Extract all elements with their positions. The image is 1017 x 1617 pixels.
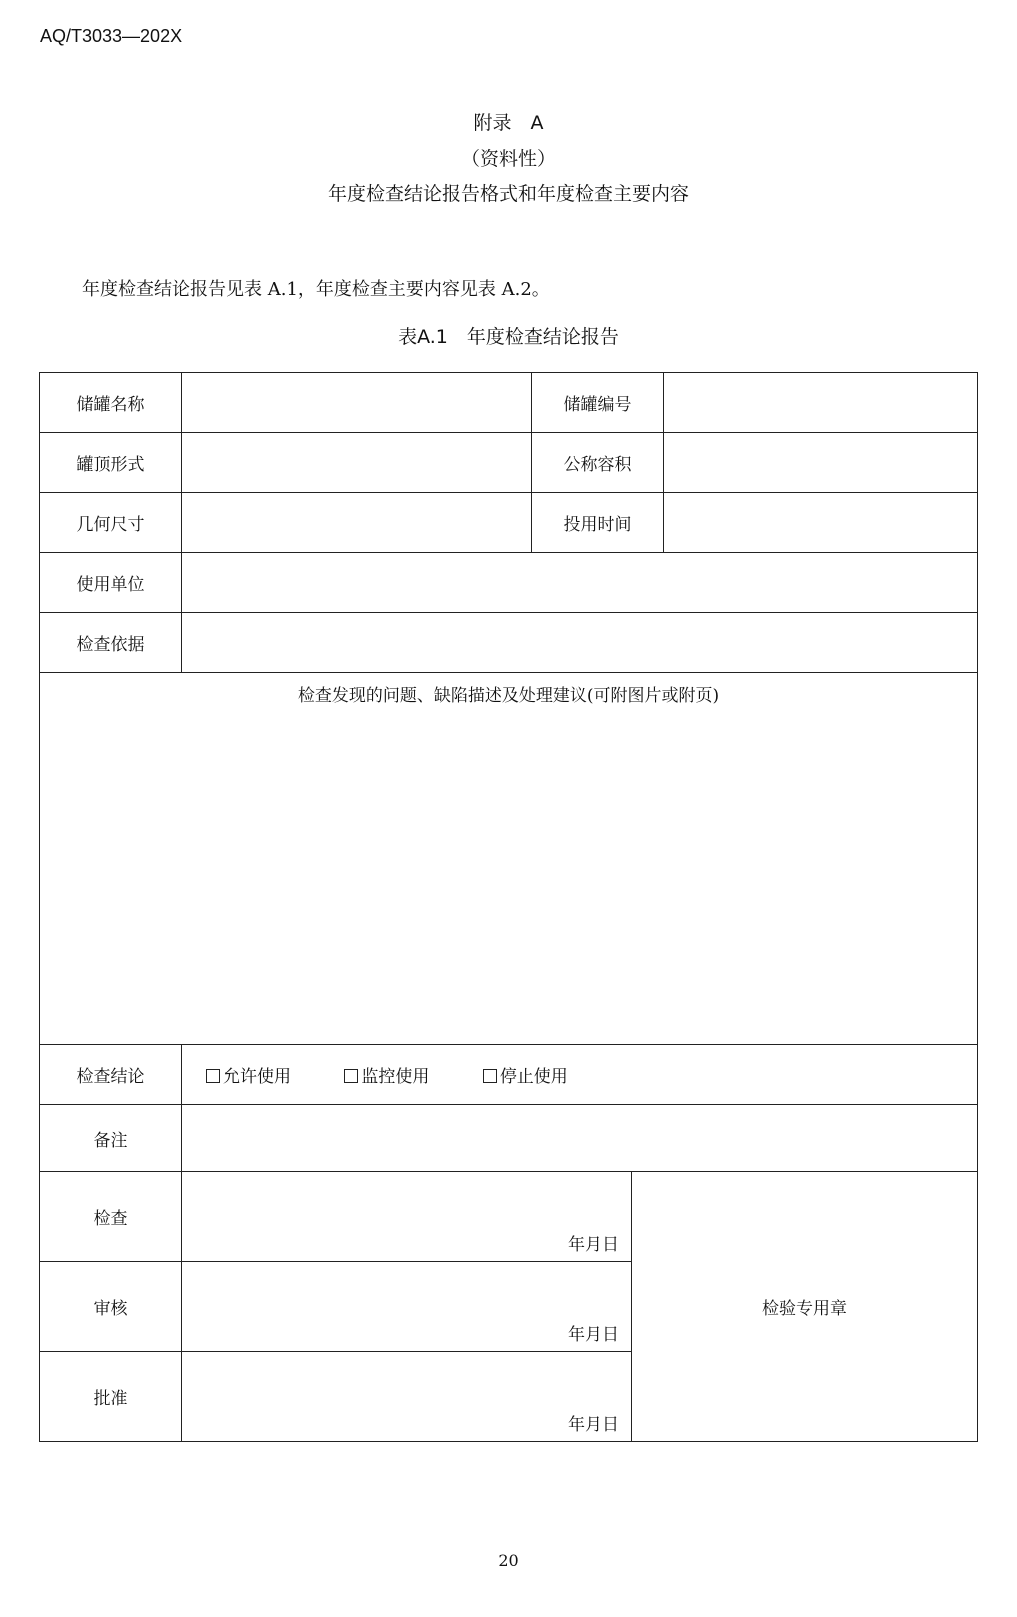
annex-nature: （资料性） xyxy=(460,148,556,170)
option-monitor-label: 监控使用 xyxy=(361,1067,430,1087)
checkbox-icon[interactable] xyxy=(483,1069,497,1083)
problems-header: 检查发现的问题、缺陷描述及处理建议(可附图片或附页) xyxy=(297,686,720,706)
review-label: 审核 xyxy=(40,1262,182,1352)
inspect-label: 检查 xyxy=(40,1172,182,1262)
conclusion-label: 检查结论 xyxy=(40,1045,182,1105)
commission-time-label: 投用时间 xyxy=(532,493,664,553)
nominal-capacity-label: 公称容积 xyxy=(532,433,664,493)
remarks-label: 备注 xyxy=(40,1105,182,1172)
table-row xyxy=(40,613,978,673)
tank-name-value[interactable] xyxy=(182,373,532,433)
geometry-label: 几何尺寸 xyxy=(40,493,182,553)
checkbox-icon[interactable] xyxy=(206,1069,220,1083)
table-row xyxy=(40,1172,978,1262)
seal-label: 检验专用章 xyxy=(762,1299,847,1319)
table-row xyxy=(40,433,978,493)
inspect-date: 年月日 xyxy=(568,1235,619,1255)
user-unit-label: 使用单位 xyxy=(40,553,182,613)
annex-title: 附录 A xyxy=(473,112,544,134)
option-stop[interactable] xyxy=(483,1062,568,1087)
tank-name-label: 储罐名称 xyxy=(40,373,182,433)
seal-cell xyxy=(632,1172,978,1442)
roof-type-value[interactable] xyxy=(182,433,532,493)
option-stop-label: 停止使用 xyxy=(499,1067,568,1087)
table-row xyxy=(40,553,978,613)
tank-no-value[interactable] xyxy=(664,373,978,433)
annex-subtitle: 年度检查结论报告格式和年度检查主要内容 xyxy=(327,183,689,205)
problems-cell[interactable] xyxy=(40,673,978,1045)
table-row xyxy=(40,673,978,1045)
remarks-value[interactable] xyxy=(182,1105,978,1172)
nominal-capacity-value[interactable] xyxy=(664,433,978,493)
standard-code: AQ/T3033—202X xyxy=(40,26,183,46)
inspection-report-table xyxy=(39,372,978,1442)
option-allow-label: 允许使用 xyxy=(223,1067,291,1087)
review-date: 年月日 xyxy=(568,1325,619,1345)
table-row xyxy=(40,373,978,433)
table-title: 表A.1 年度检查结论报告 xyxy=(398,326,619,348)
basis-value[interactable] xyxy=(182,613,978,673)
user-unit-value[interactable] xyxy=(182,553,978,613)
table-row xyxy=(40,1045,978,1105)
table-row xyxy=(40,493,978,553)
page-number: 20 xyxy=(498,1551,519,1570)
roof-type-label: 罐顶形式 xyxy=(40,433,182,493)
table-row xyxy=(40,1105,978,1172)
review-signature[interactable] xyxy=(182,1262,632,1352)
intro-paragraph: 年度检查结论报告见表 A.1，年度检查主要内容见表 A.2。 xyxy=(82,279,550,300)
approve-label: 批准 xyxy=(40,1352,182,1442)
tank-no-label: 储罐编号 xyxy=(532,373,664,433)
checkbox-icon[interactable] xyxy=(344,1069,358,1083)
commission-time-value[interactable] xyxy=(664,493,978,553)
inspect-signature[interactable] xyxy=(182,1172,632,1262)
geometry-value[interactable] xyxy=(182,493,532,553)
basis-label: 检查依据 xyxy=(40,613,182,673)
approve-date: 年月日 xyxy=(568,1415,619,1435)
option-allow[interactable] xyxy=(206,1062,291,1087)
approve-signature[interactable] xyxy=(182,1352,632,1442)
option-monitor[interactable] xyxy=(344,1062,429,1087)
conclusion-options xyxy=(182,1045,978,1105)
